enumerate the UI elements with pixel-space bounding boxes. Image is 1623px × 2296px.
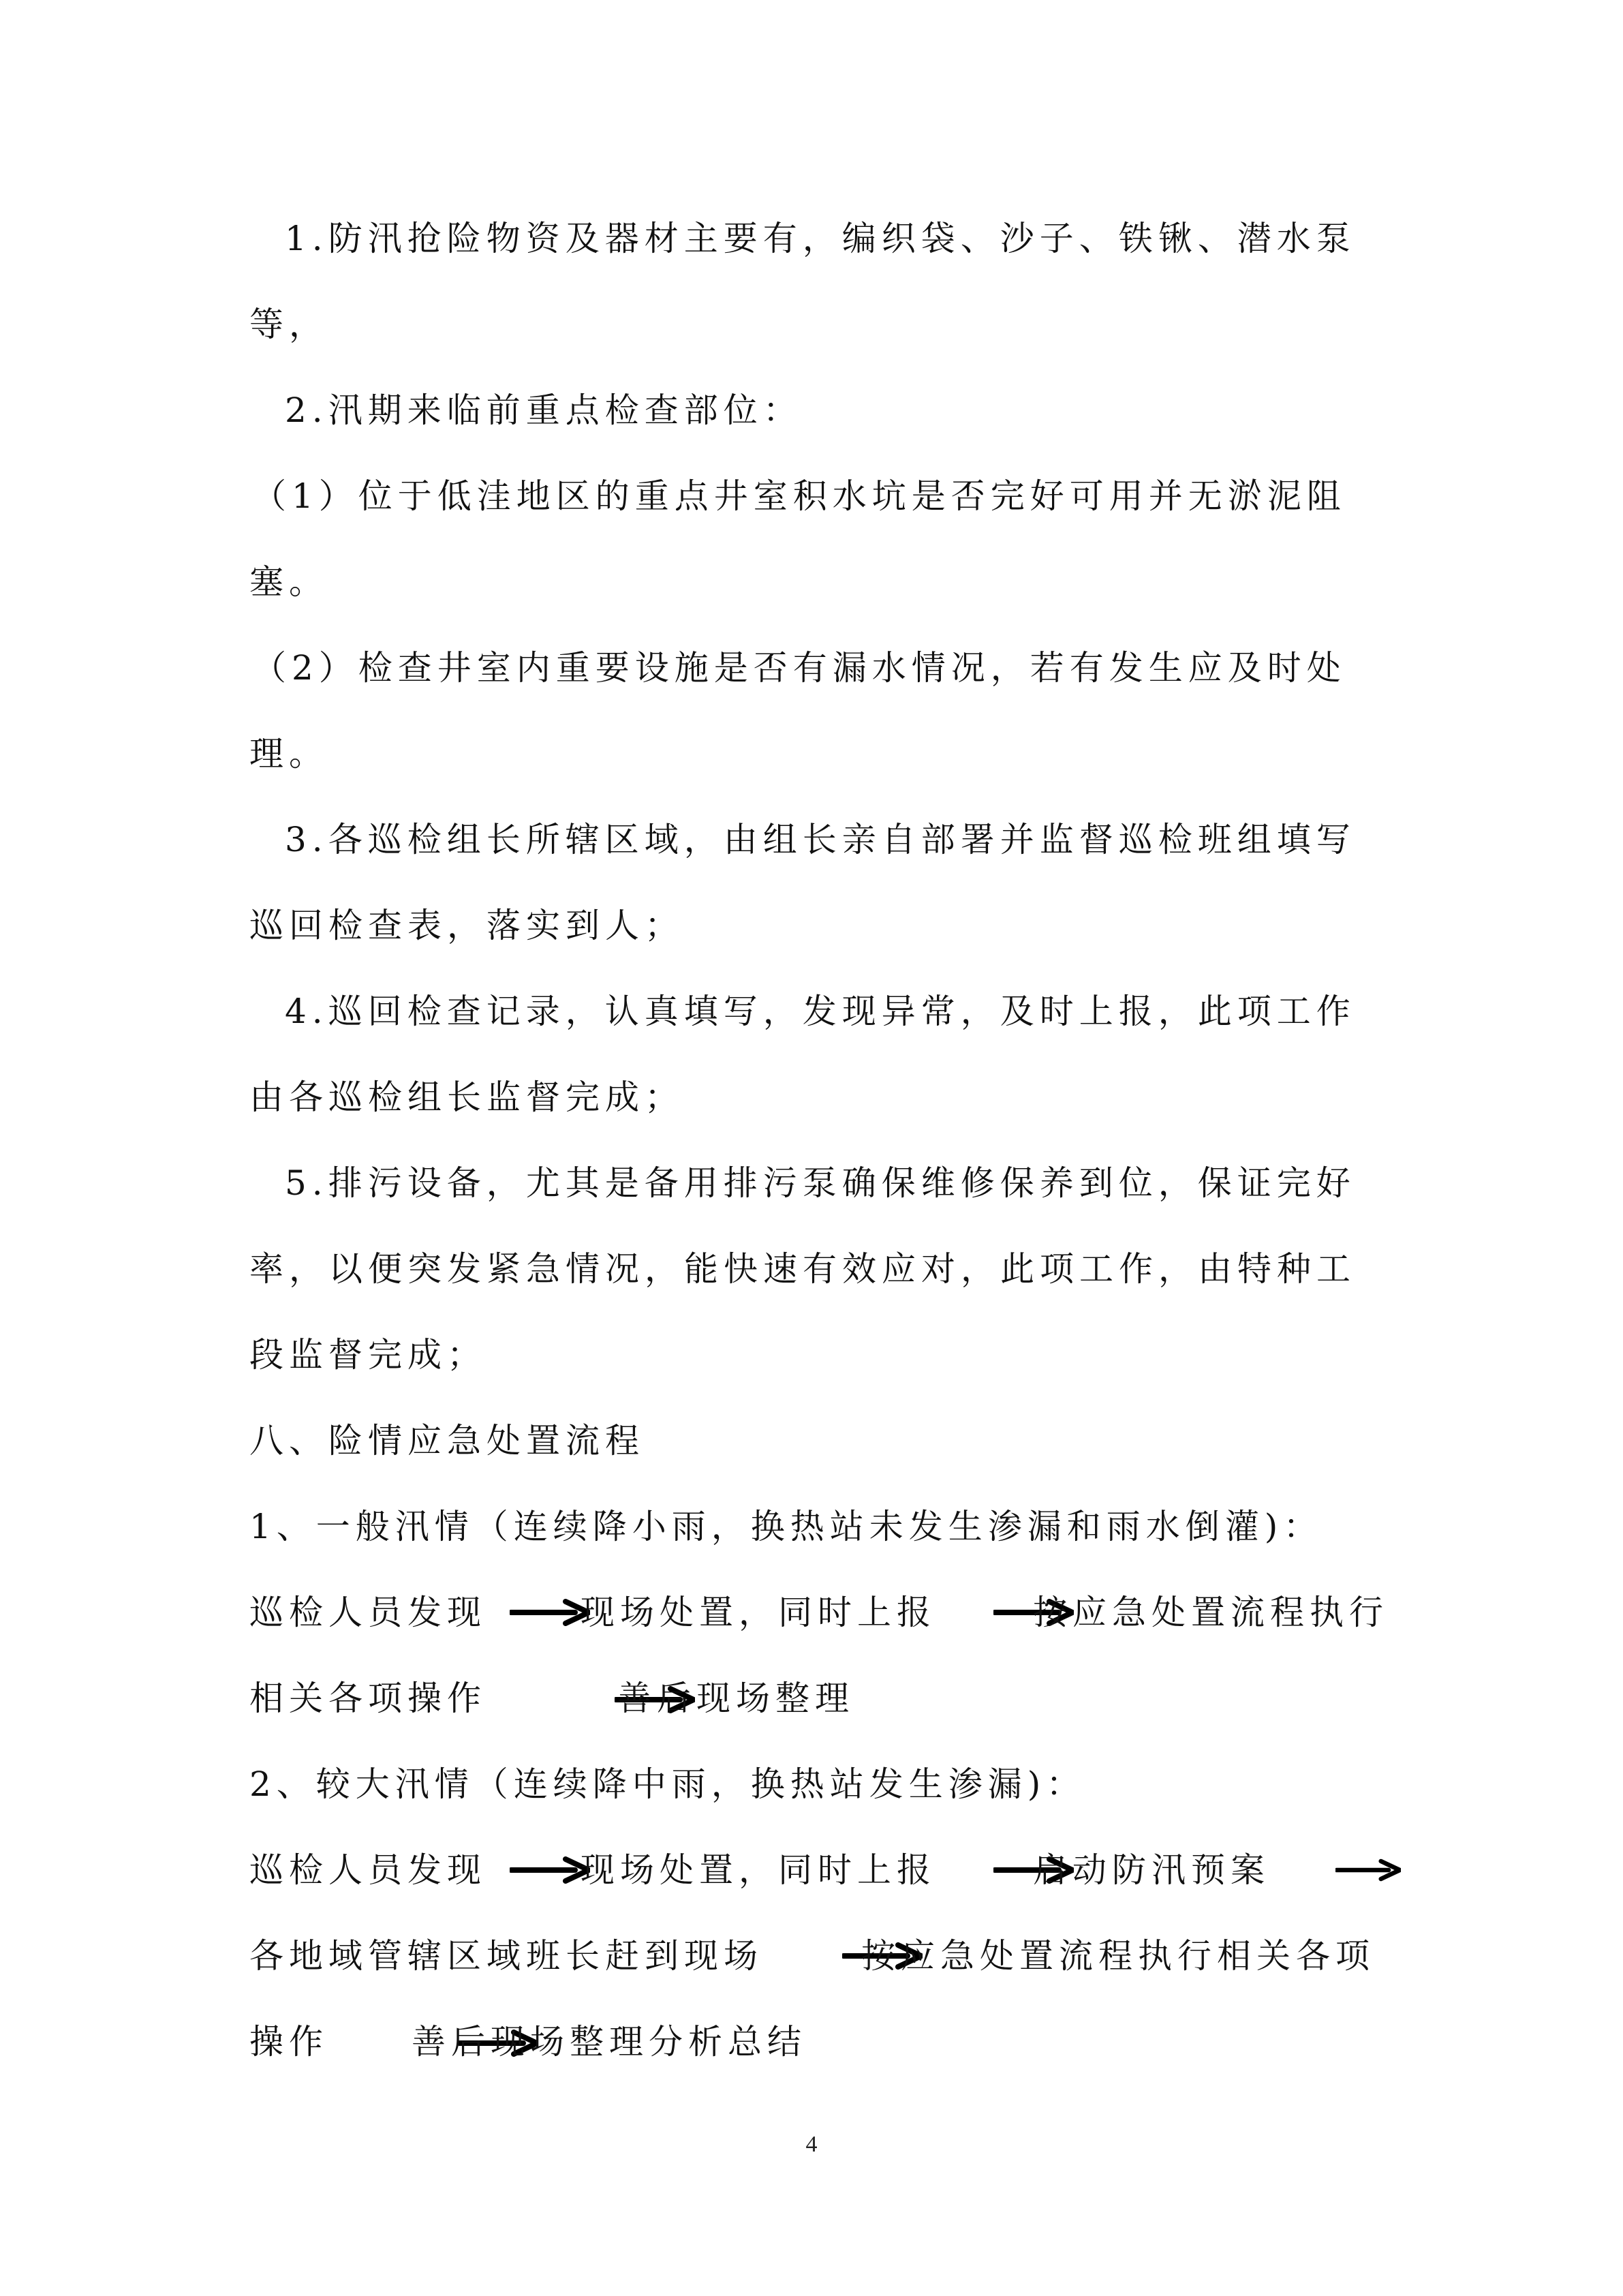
para-3-line-1: （1）位于低洼地区的重点井室积水坑是否完好可用并无淤泥阻 (252, 476, 1346, 516)
para-4-line-1: （2）检查井室内重要设施是否有漏水情况，若有发生应及时处 (252, 648, 1346, 688)
para-1-line-1: 1.防汛抢险物资及器材主要有，编织袋、沙子、铁锹、潜水泵 (285, 219, 1356, 258)
flow-2-step-2: 现场处置，同时上报 (581, 1850, 936, 1890)
flow-2-step-5: 按应急处置流程执行相关各项 (861, 1936, 1375, 1976)
flow-2-step-5-continued: 操作 (249, 2022, 328, 2062)
para-7-line-3: 段监督完成； (249, 1335, 486, 1375)
flow-1-step-4: 善后现场整理 (617, 1679, 854, 1718)
para-5-line-2: 巡回检查表，落实到人； (249, 906, 684, 945)
flow-1-step-3-continued: 相关各项操作 (249, 1679, 486, 1718)
flow-1-step-1: 巡检人员发现 (249, 1593, 486, 1632)
para-1-line-2: 等， (249, 305, 328, 344)
flow-2-step-6: 善后现场整理分析总结 (412, 2022, 807, 2062)
page-number: 4 (805, 2132, 818, 2157)
flow-1-step-2: 现场处置，同时上报 (581, 1593, 936, 1632)
para-7-line-1: 5.排污设备，尤其是备用排污泵确保维修保养到位，保证完好 (285, 1163, 1356, 1203)
para-2: 2.汛期来临前重点检查部位： (285, 391, 803, 430)
flow-2-step-1: 巡检人员发现 (249, 1850, 486, 1890)
arrow-right-icon (510, 1856, 590, 1884)
para-3-line-2: 塞。 (249, 562, 328, 602)
flow-1-step-3: 按应急处置流程执行 (1033, 1593, 1389, 1632)
flow-2-step-3: 启动防汛预案 (1033, 1850, 1270, 1890)
para-4-line-2: 理。 (249, 734, 328, 774)
arrow-right-icon (1335, 1856, 1401, 1884)
para-6-line-2: 由各巡检组长监督完成； (249, 1077, 684, 1117)
arrow-right-icon (510, 1599, 590, 1626)
flow-2-step-4: 各地域管辖区域班长赶到现场 (249, 1936, 763, 1976)
para-5-line-1: 3.各巡检组长所辖区域，由组长亲自部署并监督巡检班组填写 (285, 820, 1356, 859)
section-heading-8: 八、险情应急处置流程 (249, 1421, 645, 1460)
case-2-title: 2、较大汛情（连续降中雨，换热站发生渗漏)： (249, 1764, 1086, 1804)
para-6-line-1: 4.巡回检查记录，认真填写，发现异常，及时上报，此项工作 (285, 992, 1356, 1031)
para-7-line-2: 率，以便突发紧急情况，能快速有效应对，此项工作，由特种工 (249, 1249, 1356, 1289)
case-1-title: 1、一般汛情（连续降小雨，换热站未发生渗漏和雨水倒灌)： (249, 1507, 1323, 1546)
